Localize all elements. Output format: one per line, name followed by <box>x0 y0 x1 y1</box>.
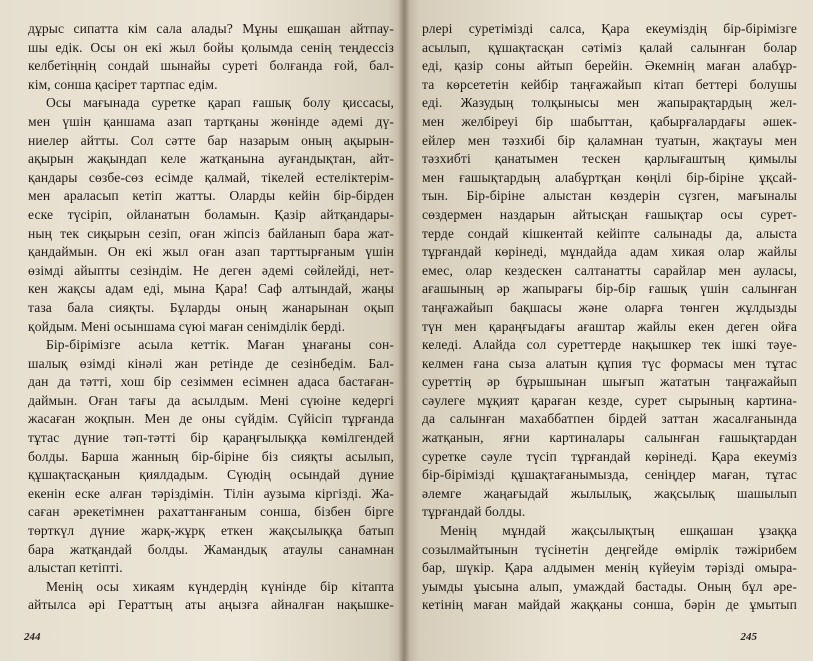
text-line: тын. Бір-біріне алыстан көздерін сүзген, мағыналы <box>422 188 797 204</box>
text-line: еске түсіріп, ойланатын боламын. Қазір айтқандары- <box>28 206 394 222</box>
right-page-number: 245 <box>740 631 757 643</box>
text-line: кім, сонша қасірет тартпас едім. <box>28 76 218 92</box>
book-gutter <box>398 0 410 661</box>
text-line: саған әрекетімнен рахаттанғаным сонша, бізбен бірге <box>28 504 394 520</box>
text-line: еді, қазір соны айтып берейін. Әкемнің маған алабұр- <box>422 58 797 74</box>
text-line: таза бала сияқты. Бұларды оның жанарынан оқып <box>28 299 394 315</box>
right-page <box>404 0 813 661</box>
text-line: Бір-бірімізге асыла кеттік. Маған ұнағаны сон- <box>46 337 394 353</box>
text-line: терде сондай кішкентай кейіпте салынады да, алыста <box>422 225 797 241</box>
text-line: түн мен қараңғыдағы ағаштар жайлы екен деген ойға <box>422 318 797 334</box>
text-line: уымды ұысына алып, умаждай бастады. Оның бұл әре- <box>422 578 797 594</box>
text-line: екенін еске алған тәріздімін. Тілін аузыма кіргізді. Жа- <box>28 485 394 501</box>
text-line: төрткүл дүние жарқ-жұрқ еткен жақсылыққа батып <box>28 523 394 539</box>
text-line: еді. Жазудың толқынысы мен жапырақтардың жел- <box>422 95 797 111</box>
text-line: шы едік. Осы он екі жыл бойы қолымда сенің теңдессіз <box>28 39 394 55</box>
text-line: жасаған жоқпын. Мен де оны сүйдім. Сүйісіп тұрғанда <box>28 411 394 427</box>
right-page-text <box>422 20 797 615</box>
text-line: шалық өзімді кінәлі жан ретінде де сезінбедім. Бал- <box>28 355 394 371</box>
text-line: мен үшін қаншама азап тартқаны жөнінде әдемі дү- <box>28 113 394 129</box>
text-line: келмен ғана сыза алатын құпия түс формасы мен тұтас <box>422 355 797 371</box>
text-line: суреттің әр бұрышынан шығып жататын таңғажайып <box>422 374 797 390</box>
text-line: қойдым. Мені осыншама сүюі маған сенімділік берді. <box>28 318 346 334</box>
text-line: дұрыс сипатта кім сала алады? Мұны ешқашан айтпау- <box>28 21 394 36</box>
text-line: рлері суретімізді салса, Қара екеуміздің бір-бірімізге <box>422 21 797 36</box>
text-line: ағашының әр жапырағы бір-бір ғашық үшін салынған <box>422 281 797 297</box>
text-line: та көрсететін кейбір таңғажайып кітап беттері болушы <box>422 76 797 92</box>
text-line: бара жатқандай болды. Жамандық атаулы санамнан <box>28 541 394 557</box>
text-line: тәзхибті қанатымен тескен қарлығаштың қимылы <box>422 151 797 167</box>
text-line: дан да тәтті, хош бір сезіммен есімнен адаса бастаған- <box>28 374 394 390</box>
text-line: алыстап кетіпті. <box>28 560 123 576</box>
text-line: бір-бірімізді құшақтағанымызда, сеніңдер маған, тұтас <box>422 467 797 483</box>
text-line: мен араласып кетіп жатты. Оларды кейін бір-бірден <box>28 188 394 204</box>
text-line: құшақтасқанын қиялдадым. Сүюдің осындай дүние <box>28 467 394 483</box>
text-line: ның тек сиқырын сезіп, оған жіпсіз байланып бара жат- <box>28 225 394 241</box>
text-line: ниелер айтты. Сол сәтте бар назарым оның ақырын- <box>28 132 394 148</box>
text-line: асылып, құшақтасқан сәтіміз қалай салынған болар <box>422 39 797 55</box>
text-line: тұрғандай болды. <box>422 504 526 520</box>
text-line: келбетіңнің сондай шынайы суреті болғанда ғой, бал- <box>28 58 394 74</box>
text-line: Менің осы хикаям күндердің күнінде бір кітапта <box>46 578 394 594</box>
text-line: тұтас дүние тәп-тәтті бір қараңғылыққа көмілгендей <box>28 430 394 446</box>
text-line: суретке сәуле түсіп тұрғандай көрінеді. Қара екеуміз <box>422 448 797 464</box>
left-page-text <box>28 20 394 615</box>
left-page <box>0 0 404 661</box>
text-line: айтылса әрі Гераттың аты аңызға айналған нақышке- <box>28 597 394 613</box>
text-line: мен желбіреуі бір шабыттан, қабырғалардағы әшек- <box>422 113 797 129</box>
text-line: даймын. Оған тағы да асылдым. Мені сүюіне кедергі <box>28 392 394 408</box>
text-line: мен ғашықтардың алабұртқан көңілі бір-біріне ұқсай- <box>422 169 797 185</box>
text-line: ейлер мен тәзхибі бір қаламнан туатын, жақтауы мен <box>422 132 797 148</box>
text-line: қандары сөзбе-сөз есімде қалмай, тікелей естеліктерім- <box>28 169 394 185</box>
text-line: қандаймын. Он екі жыл оған азап тарттырғаным үшін <box>28 244 394 260</box>
left-page-number: 244 <box>24 631 41 643</box>
text-line: әлемге жаңағыдай жылылық, жақсылық шашылып <box>422 485 797 501</box>
text-line: сәулеге мұқият қараған кезде, сурет сырының картина- <box>422 392 797 408</box>
text-line: кетінің маған майдай жаққаны сонша, бәрін де ұмытып <box>422 597 797 613</box>
text-line: бар, шүкір. Қара алдымен менің күйеуім тәрізді омыра- <box>422 560 797 576</box>
text-line: өзімді айыпты сезіндім. Не деген әдемі сөйлейді, нет- <box>28 262 394 278</box>
text-line: да салынған махаббатпен бірдей заттан жасалғанында <box>422 411 797 427</box>
text-line: жатқанын, яғни картиналары салынған ғашықтардан <box>422 430 797 446</box>
text-line: созылмайтынын түсінетін деңгейде өмірлік тәжірибем <box>422 541 797 557</box>
text-line: кен жақсы адам еді, мына Қара! Саф алтындай, жаңы <box>28 281 394 297</box>
text-line: Менің мұндай жақсылықтың ешқашан ұзаққа <box>440 523 797 539</box>
text-line: емес, олар кездескен салтанатты сарайлар мен ауласы, <box>422 262 797 278</box>
text-line: келеді. Алайда сол суреттерде нақышкер тек ішкі тәуе- <box>422 337 797 353</box>
text-line: тұрғандай көрінеді, мұндайда адам хикая олар жайлы <box>422 244 797 260</box>
text-line: болды. Барша жанның бір-біріне біз сияқты асылып, <box>28 448 394 464</box>
text-line: ақырын жақындап келе жатқанына ауғандықтан, айт- <box>28 151 394 167</box>
text-line: таңғажайып бақшасы және оларға төнген жұлдызды <box>422 299 797 315</box>
text-line: Осы мағынада суретке қарап ғашық болу қиссасы, <box>46 95 394 111</box>
text-line: сөздермен наздарын айтысқан ғашықтар осы сурет- <box>422 206 797 222</box>
